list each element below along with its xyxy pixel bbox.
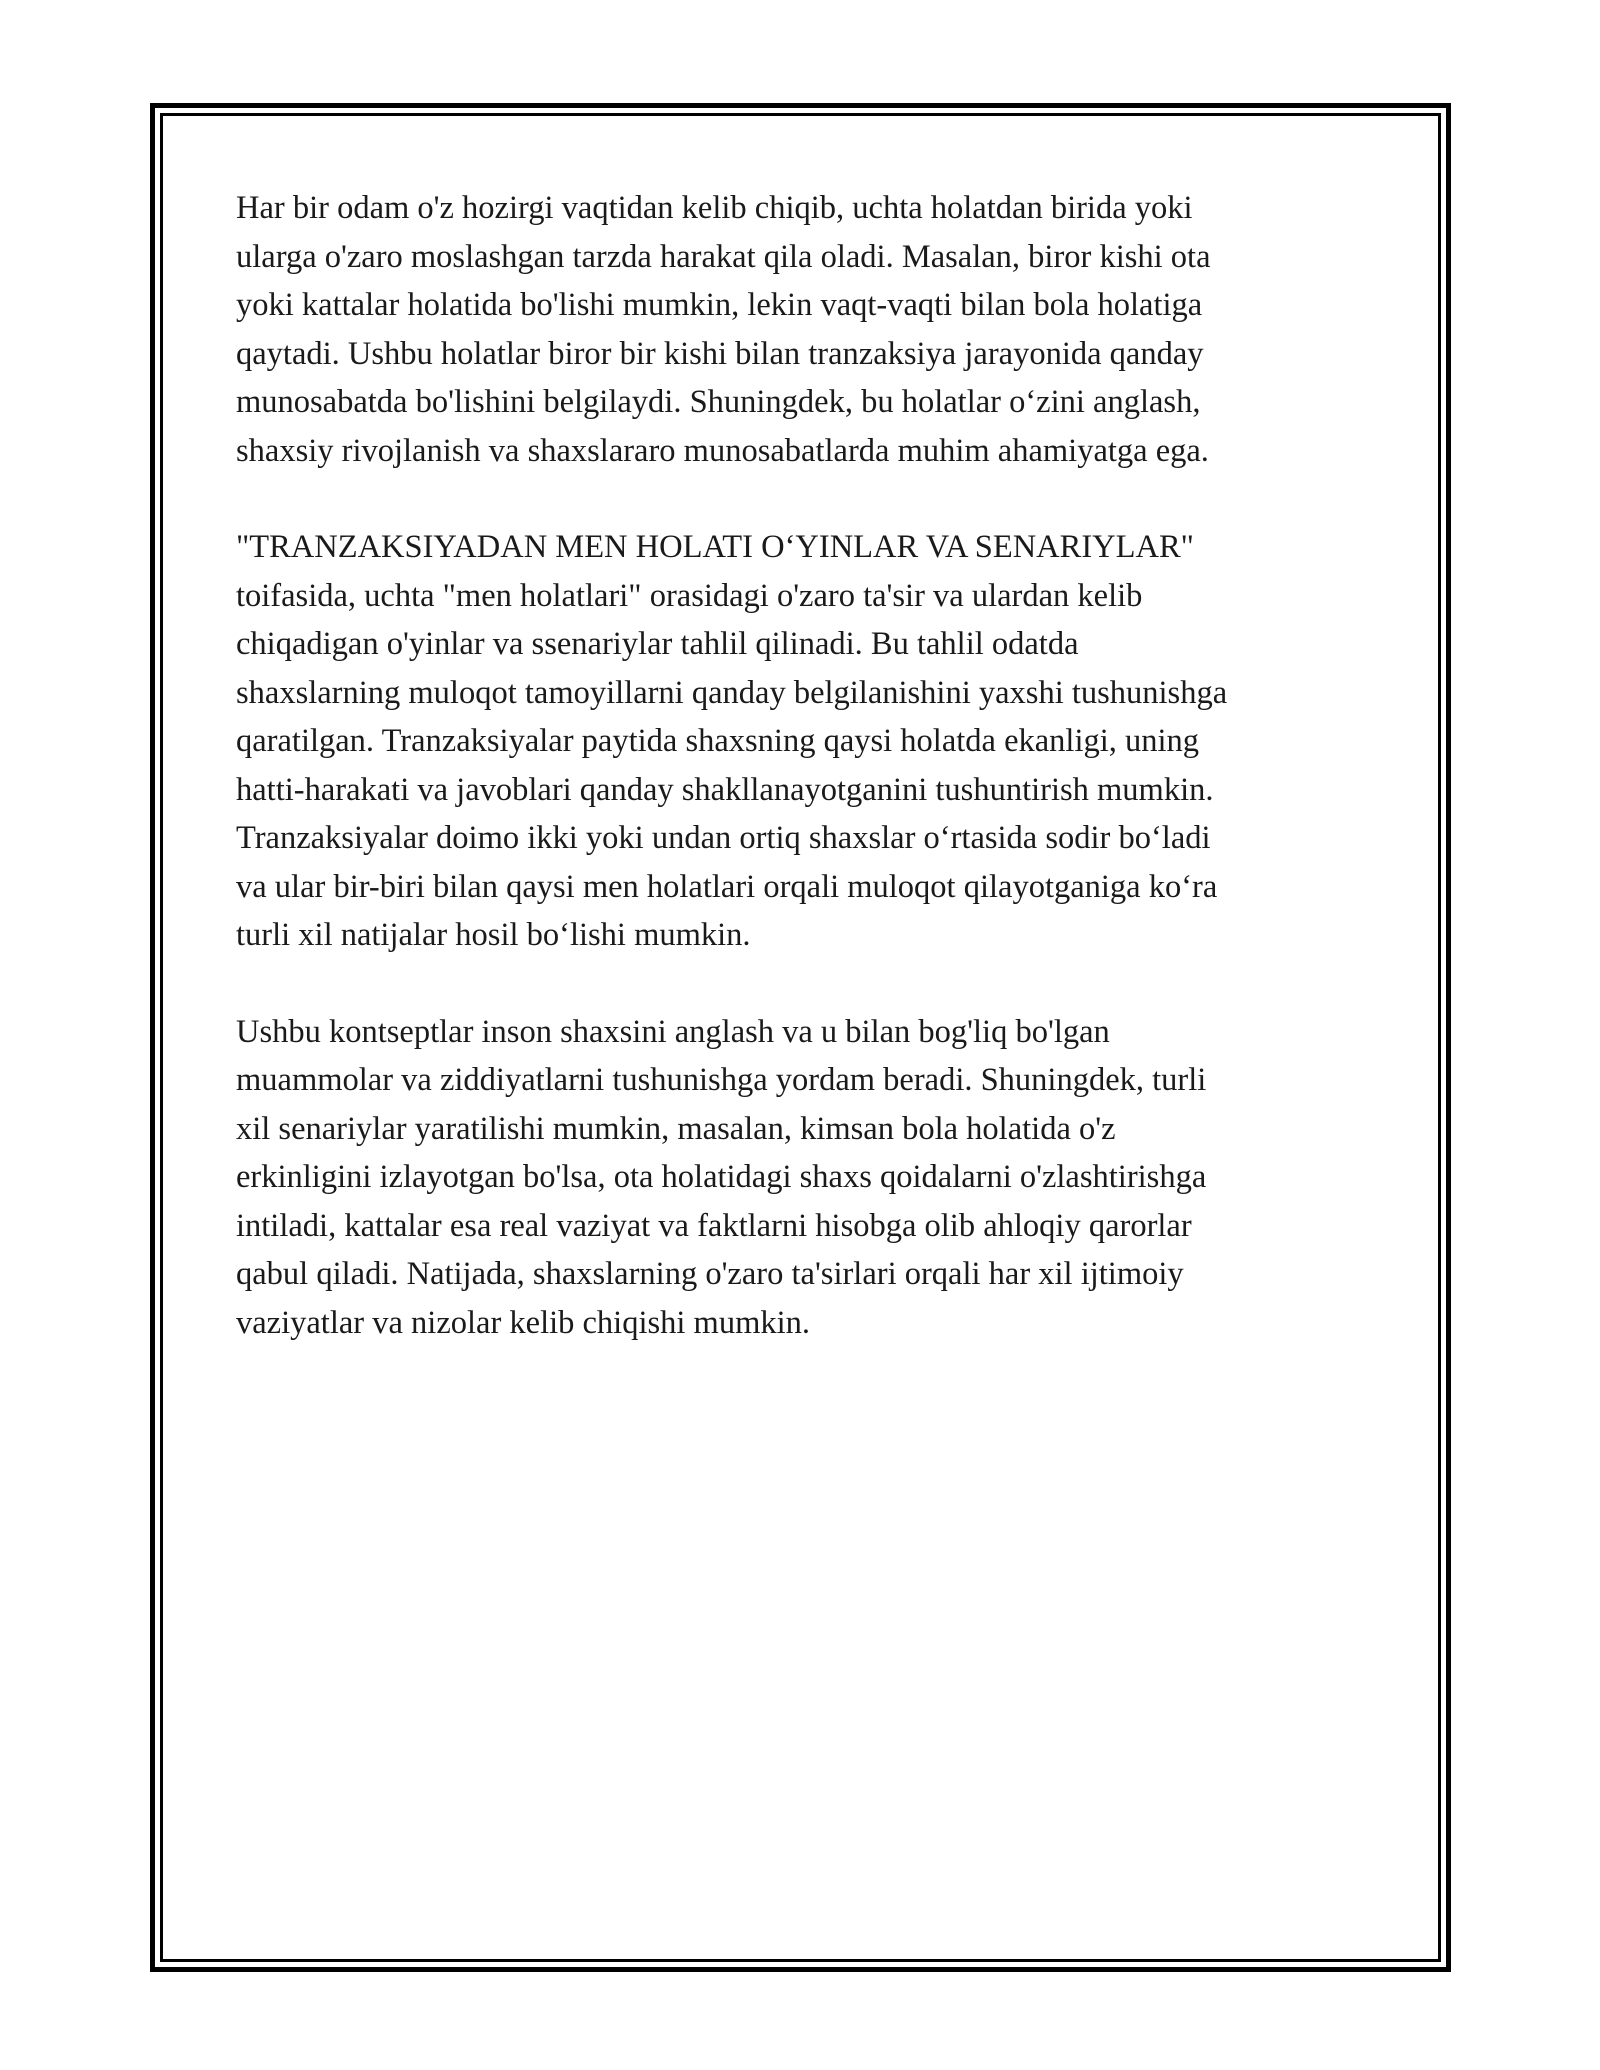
paragraph-2: "TRANZAKSIYADAN MEN HOLATI O‘YINLAR VA SENARIYLAR" toifasida, uchta "men holatlari" orasidagi o'zaro ta'sir va ulardan kelib chiqadigan o'yinlar va ssenariylar tahlil qilinadi. Bu tahlil odatda shaxslarning muloqot tamoyillarni qanday belgilanishini yaxshi tushunishga qaratilgan. Tranzaksiyalar paytida shaxsning qaysi holatda ekanligi, uning hatti-harakati va javoblari qanday shakllanayotganini tushuntirish mumkin. Tranzaksiyalar doimo ikki yoki undan ortiq shaxslar o‘rtasida sodir bo‘ladi va ular bir-biri bilan qaysi men holatlari orqali muloqot qilayotganiga ko‘ra turli xil natijalar hosil bo‘lishi mumkin. <box>236 529 1228 953</box>
document-body <box>236 184 1366 1395</box>
paragraph-3: Ushbu kontseptlar inson shaxsini anglash va u bilan bog'liq bo'lgan muammolar va ziddiyatlarni tushunishga yordam beradi. Shuningdek, turli xil senariylar yaratilishi mumkin, masalan, kimsan bola holatida o'z erkinligini izlayotgan bo'lsa, ota holatidagi shaxs qoidalarni o'zlashtirishga intiladi, kattalar esa real vaziyat va faktlarni hisobga olib ahloqiy qarorlar qabul qiladi. Natijada, shaxslarning o'zaro ta'sirlari orqali har xil ijtimoiy vaziyatlar va nizolar kelib chiqishi mumkin. <box>236 1013 1207 1341</box>
paragraph-1: Har bir odam o'z hozirgi vaqtidan kelib chiqib, uchta holatdan birida yoki ularga o'zaro moslashgan tarzda harakat qila oladi. Masalan, biror kishi ota yoki kattalar holatida bo'lishi mumkin, lekin vaqt-vaqti bilan bola holatiga qaytadi. Ushbu holatlar biror bir kishi bilan tranzaksiya jarayonida qanday munosabatda bo'lishini belgilaydi. Shuningdek, bu holatlar o‘zini anglash, shaxsiy rivojlanish va shaxslararo munosabatlarda muhim ahamiyatga ega. <box>236 190 1211 469</box>
